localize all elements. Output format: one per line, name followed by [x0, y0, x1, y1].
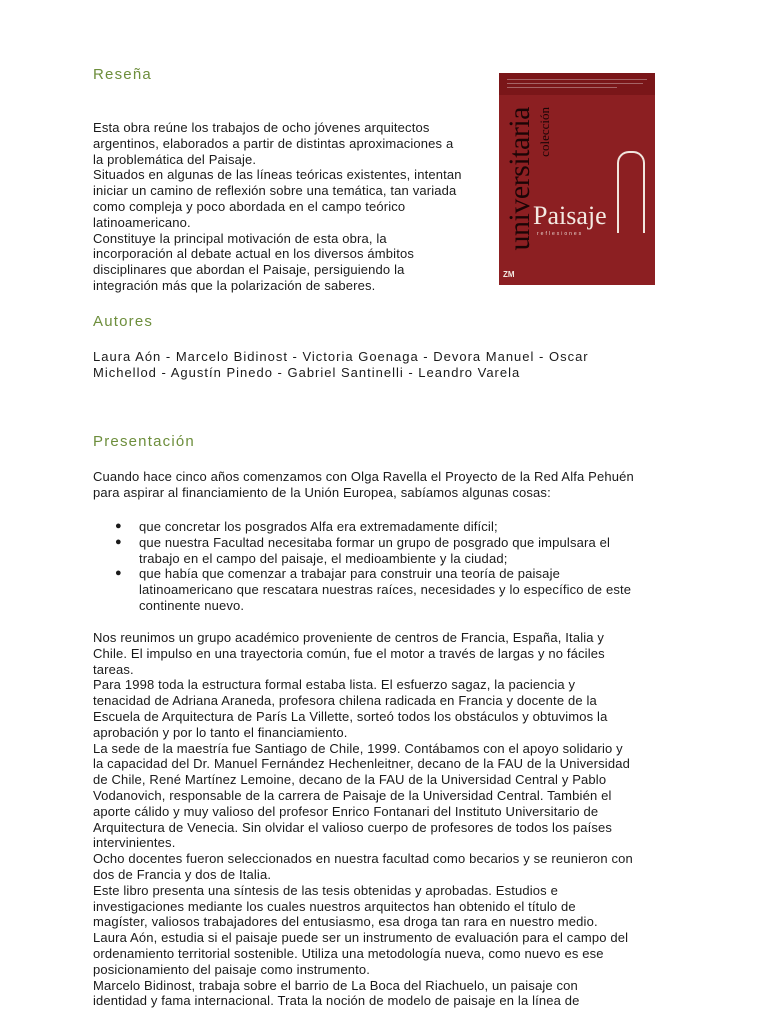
cover-title: Paisaje: [533, 201, 607, 230]
resena-heading: Reseña: [93, 66, 152, 83]
bullet-icon: ●: [115, 535, 122, 548]
list-item: [93, 566, 631, 613]
bullet-icon: ●: [115, 520, 122, 532]
text-line: Michellod - Agustín Pinedo - Gabriel Santinelli - Leandro Varela: [93, 364, 521, 380]
text-line: Chile. El impulso en una trayectoria común, fue el motor a través de largas y no fáciles: [93, 645, 605, 661]
text-line: tareas.: [93, 661, 134, 677]
text-line: Constituye la principal motivación de esta obra, la: [93, 230, 387, 246]
presentacion-intro: [93, 469, 634, 501]
presentacion-heading: Presentación: [93, 433, 195, 450]
text-line: latinoamericano que rescatara nuestras raíces, necesidades y lo específico de este: [139, 582, 632, 598]
resena-paragraph: [93, 120, 462, 294]
text-line: Esta obra reúne los trabajos de ocho jóvenes arquitectos: [93, 120, 430, 135]
text-line: Para 1998 toda la estructura formal estaba lista. El esfuerzo sagaz, la paciencia y: [93, 677, 576, 693]
book-cover-image: [499, 73, 655, 285]
text-line: aprobación y por lo tanto el financiamiento.: [93, 724, 348, 740]
text-line: argentinos, elaborados a partir de distintas aproximaciones a: [93, 135, 454, 151]
cover-arch-graphic: [617, 151, 645, 233]
cover-band-line: [507, 87, 617, 88]
cover-top-band: [499, 73, 655, 95]
text-line: la problemática del Paisaje.: [93, 151, 257, 167]
list-item-text: [139, 566, 631, 613]
text-line: posicionamiento del paisaje como instrumento.: [93, 961, 371, 977]
cover-band-line: [507, 79, 647, 80]
text-line: incorporación al debate actual en los diversos ámbitos: [93, 246, 415, 262]
text-line: dos de Francia y dos de Italia.: [93, 866, 272, 882]
presentacion-body: [93, 630, 633, 1009]
publisher-logo: ZM: [503, 270, 515, 279]
text-line: de Chile, René Martínez Lemoine, decano de la FAU de la Universidad Central y Pablo: [93, 772, 607, 788]
text-line: identidad y fama internacional. Trata la noción de modelo de paisaje en la línea de: [93, 993, 580, 1009]
text-line: Arquitectura de Venecia. Sin olvidar el valioso cuerpo de profesores de todos los países: [93, 819, 613, 835]
text-line: investigaciones mediante los cuales nuestros arquitectos han obtenido el título de: [93, 898, 576, 914]
text-line: como compleja y poco abordada en el campo teórico: [93, 198, 406, 214]
text-line: iniciar un camino de reflexión sobre una temática, tan variada: [93, 183, 457, 199]
text-line: que había que comenzar a trabajar para construir una teoría de paisaje: [139, 566, 560, 582]
text-line: tenacidad de Adriana Araneda, profesora chilena radicada en Francia y docente de la: [93, 693, 597, 709]
list-item-text: [139, 519, 631, 535]
cover-subtitle: reflexiones: [537, 231, 584, 237]
text-line: Laura Aón - Marcelo Bidinost - Victoria Goenaga - Devora Manuel - Oscar: [93, 349, 589, 364]
list-item-text: [139, 535, 631, 567]
text-line: Este libro presenta una síntesis de las tesis obtenidas y aprobadas. Estudios e: [93, 882, 558, 898]
text-line: Marcelo Bidinost, trabaja sobre el barrio de La Boca del Riachuelo, un paisaje con: [93, 977, 578, 993]
text-line: aporte cálido y muy valioso del profesor Enrico Fontanari del Instituto Universitario de: [93, 803, 599, 819]
text-line: Cuando hace cinco años comenzamos con Olga Ravella el Proyecto de la Red Alfa Pehuén: [93, 469, 634, 484]
list-item: [93, 535, 631, 567]
cover-band-line: [507, 83, 643, 84]
list-item: [93, 519, 631, 535]
text-line: disciplinares que abordan el Paisaje, persiguiendo la: [93, 262, 405, 278]
text-line: la capacidad del Dr. Manuel Fernández Hechenleitner, decano de la FAU de la Universidad: [93, 756, 630, 772]
text-line: latinoamericano.: [93, 214, 191, 230]
cover-collection-text: universitaria: [503, 107, 536, 251]
text-line: Vodanovich, responsable de la carrera de Paisaje de la Universidad Central. También el: [93, 787, 612, 803]
bullet-icon: ●: [115, 567, 122, 580]
text-line: trabajo en el campo del paisaje, el medioambiente y la ciudad;: [139, 550, 508, 566]
text-line: integración más que la polarización de saberes.: [93, 277, 376, 293]
text-line: Nos reunimos un grupo académico proveniente de centros de Francia, España, Italia y: [93, 630, 605, 645]
autores-list: [93, 349, 589, 381]
text-line: Laura Aón, estudia si el paisaje puede ser un instrumento de evaluación para el campo del: [93, 930, 629, 946]
autores-heading: Autores: [93, 313, 154, 330]
text-line: Situados en algunas de las líneas teóricas existentes, intentan: [93, 167, 462, 183]
text-line: Ocho docentes fueron seleccionados en nuestra facultad como becarios y se reunieron con: [93, 851, 633, 867]
text-line: que concretar los posgrados Alfa era extremadamente difícil;: [139, 519, 498, 534]
text-line: La sede de la maestría fue Santiago de Chile, 1999. Contábamos con el apoyo solidario y: [93, 740, 623, 756]
text-line: magíster, valiosos trabajadores del entusiasmo, esa droga tan rara en nuestro medio.: [93, 914, 598, 930]
text-line: que nuestra Facultad necesitaba formar un grupo de posgrado que impulsara el: [139, 534, 611, 550]
text-line: intervinientes.: [93, 835, 176, 851]
text-line: para aspirar al financiamiento de la Unión Europea, sabíamos algunas cosas:: [93, 484, 551, 500]
presentacion-bullet-list: [93, 519, 631, 614]
text-line: continente nuevo.: [139, 597, 245, 613]
text-line: Escuela de Arquitectura de París La Villette, sorteó todos los obstáculos y obtuvimos la: [93, 708, 608, 724]
cover-collection-label: colección: [537, 107, 552, 157]
text-line: ordenamiento territorial sostenible. Utiliza una metodología nueva, como nuevo es ese: [93, 945, 604, 961]
